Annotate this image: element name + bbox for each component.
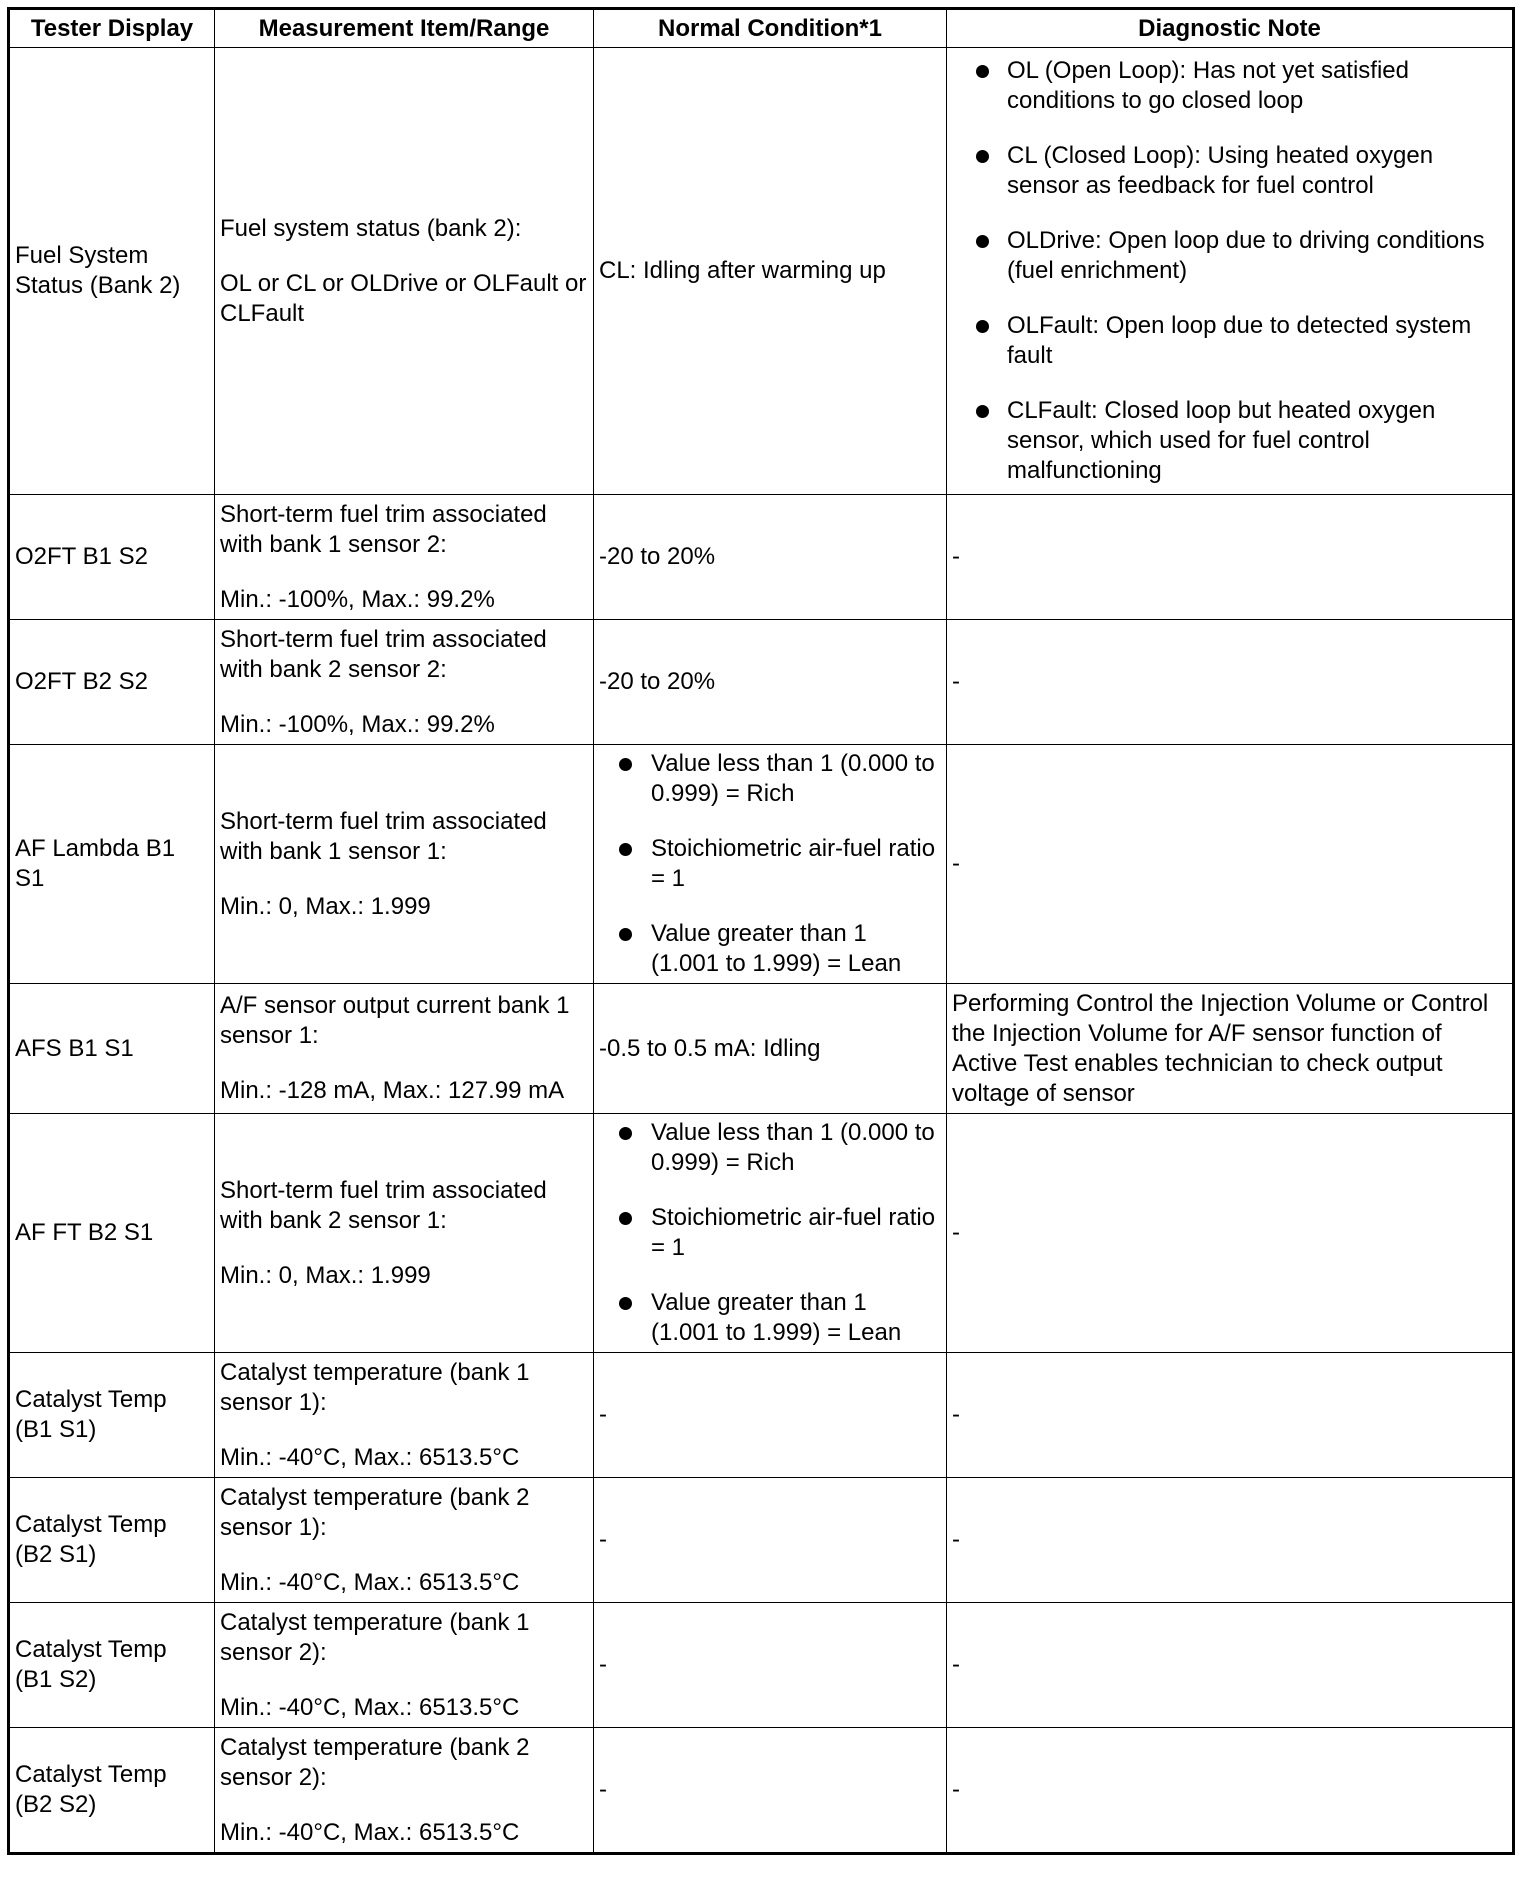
measurement-cell (215, 745, 594, 984)
list-item (599, 919, 941, 979)
header-diagnostic-note: Diagnostic Note (947, 9, 1514, 48)
header-measurement-item: Measurement Item/Range (215, 9, 594, 48)
table-row (9, 1728, 1514, 1854)
bullet-icon (976, 65, 989, 78)
diagnostic-note-cell: Performing Control the Injection Volume or Control the Injection Volume for A/F sensor function of Active Test enables technician to check output voltage of sensor (947, 984, 1514, 1114)
measurement-item: Catalyst temperature (bank 1 sensor 1): (220, 1358, 530, 1416)
bullet-text: Value less than 1 (0.000 to 0.999) = Rich (651, 750, 935, 807)
bullet-icon (619, 928, 632, 941)
table-row (9, 1353, 1514, 1478)
measurement-range: Min.: -40°C, Max.: 6513.5°C (220, 1568, 520, 1596)
tester-display-cell: Catalyst Temp (B2 S2) (9, 1728, 215, 1854)
diagnostic-note-cell: - (947, 1114, 1514, 1353)
measurement-range: Min.: -40°C, Max.: 6513.5°C (220, 1693, 520, 1721)
measurement-cell (215, 48, 594, 495)
bullet-icon (976, 150, 989, 163)
list-item (952, 396, 1507, 486)
tester-display-cell: Catalyst Temp (B1 S1) (9, 1353, 215, 1478)
bullet-text: OLFault: Open loop due to detected system fault (1007, 312, 1472, 369)
bullet-text: CL (Closed Loop): Using heated oxygen sensor as feedback for fuel control (1007, 142, 1434, 199)
tester-display-cell: Catalyst Temp (B2 S1) (9, 1478, 215, 1603)
measurement-item: Catalyst temperature (bank 1 sensor 2): (220, 1608, 530, 1666)
normal-condition-cell (594, 745, 947, 984)
list-item (952, 141, 1507, 201)
measurement-range: Min.: -128 mA, Max.: 127.99 mA (220, 1077, 565, 1104)
bullet-text: OLDrive: Open loop due to driving conditions (fuel enrichment) (1007, 227, 1485, 284)
list-item (599, 1118, 941, 1178)
bullet-icon (976, 405, 989, 418)
measurement-range: Min.: -100%, Max.: 99.2% (220, 710, 495, 738)
normal-condition-cell: - (594, 1353, 947, 1478)
list-item (599, 1288, 941, 1348)
tester-display-cell: Catalyst Temp (B1 S2) (9, 1603, 215, 1728)
header-row (9, 9, 1514, 48)
measurement-cell (215, 1353, 594, 1478)
condition-bullet-list (599, 749, 941, 979)
bullet-text: CLFault: Closed loop but heated oxygen sensor, which used for fuel control malfunctioning (1007, 397, 1436, 484)
tester-display-cell: O2FT B2 S2 (9, 620, 215, 745)
measurement-cell (215, 984, 594, 1114)
measurement-item: A/F sensor output current bank 1 sensor 1: (220, 992, 570, 1049)
bullet-text: Value greater than 1 (1.001 to 1.999) = Lean (651, 1289, 902, 1346)
table-row (9, 1114, 1514, 1353)
diagnostic-note-cell (947, 48, 1514, 495)
bullet-text: Stoichiometric air-fuel ratio = 1 (651, 835, 936, 892)
measurement-range: Min.: -40°C, Max.: 6513.5°C (220, 1818, 520, 1846)
bullet-icon (619, 1212, 632, 1225)
table-row (9, 1603, 1514, 1728)
diagnostic-note-cell: - (947, 1478, 1514, 1603)
list-item (599, 749, 941, 809)
measurement-item: Short-term fuel trim associated with bank 1 sensor 2: (220, 500, 547, 558)
measurement-item: Catalyst temperature (bank 2 sensor 2): (220, 1733, 530, 1791)
normal-condition-cell: -20 to 20% (594, 495, 947, 620)
tester-display-cell: AFS B1 S1 (9, 984, 215, 1114)
measurement-range: Min.: -100%, Max.: 99.2% (220, 585, 495, 613)
tester-display-cell: O2FT B1 S2 (9, 495, 215, 620)
normal-condition-cell (594, 1114, 947, 1353)
diagnostic-note-cell: - (947, 495, 1514, 620)
bullet-text: Stoichiometric air-fuel ratio = 1 (651, 1204, 936, 1261)
table-row (9, 1478, 1514, 1603)
measurement-cell (215, 1114, 594, 1353)
diagnostic-note-cell: - (947, 620, 1514, 745)
bullet-icon (619, 758, 632, 771)
measurement-range: Min.: 0, Max.: 1.999 (220, 892, 431, 920)
table-row (9, 620, 1514, 745)
measurement-item: Short-term fuel trim associated with bank 2 sensor 2: (220, 625, 547, 683)
tester-display-cell: AF FT B2 S1 (9, 1114, 215, 1353)
table-row (9, 495, 1514, 620)
note-bullet-list (952, 56, 1507, 486)
bullet-icon (619, 1297, 632, 1310)
condition-bullet-list (599, 1118, 941, 1348)
measurement-item: Fuel system status (bank 2): (220, 214, 522, 242)
measurement-cell (215, 1728, 594, 1854)
measurement-item: Catalyst temperature (bank 2 sensor 1): (220, 1483, 530, 1541)
bullet-icon (619, 843, 632, 856)
data-list-table (7, 7, 1515, 1855)
normal-condition-cell: - (594, 1478, 947, 1603)
measurement-range: Min.: -40°C, Max.: 6513.5°C (220, 1443, 520, 1471)
list-item (952, 56, 1507, 116)
bullet-icon (976, 235, 989, 248)
diagnostic-note-cell: - (947, 1353, 1514, 1478)
measurement-item: Short-term fuel trim associated with bank 1 sensor 1: (220, 807, 547, 865)
bullet-text: Value greater than 1 (1.001 to 1.999) = Lean (651, 920, 902, 977)
list-item (952, 226, 1507, 286)
measurement-cell (215, 1478, 594, 1603)
diagnostic-note-cell: - (947, 1603, 1514, 1728)
normal-condition-cell: CL: Idling after warming up (594, 48, 947, 495)
list-item (952, 311, 1507, 371)
measurement-range: Min.: 0, Max.: 1.999 (220, 1261, 431, 1289)
bullet-icon (976, 320, 989, 333)
tester-display-cell: AF Lambda B1 S1 (9, 745, 215, 984)
bullet-text: OL (Open Loop): Has not yet satisfied conditions to go closed loop (1007, 57, 1409, 114)
header-tester-display: Tester Display (9, 9, 215, 48)
normal-condition-cell: -20 to 20% (594, 620, 947, 745)
normal-condition-cell: -0.5 to 0.5 mA: Idling (594, 984, 947, 1114)
table-row (9, 745, 1514, 984)
measurement-cell (215, 1603, 594, 1728)
tester-display-cell: Fuel System Status (Bank 2) (9, 48, 215, 495)
measurement-cell (215, 620, 594, 745)
measurement-cell (215, 495, 594, 620)
measurement-item: Short-term fuel trim associated with bank 2 sensor 1: (220, 1176, 547, 1234)
bullet-icon (619, 1127, 632, 1140)
normal-condition-cell: - (594, 1728, 947, 1854)
list-item (599, 834, 941, 894)
diagnostic-note-cell: - (947, 745, 1514, 984)
table-row (9, 48, 1514, 495)
header-normal-condition: Normal Condition*1 (594, 9, 947, 48)
bullet-text: Value less than 1 (0.000 to 0.999) = Rich (651, 1119, 935, 1176)
normal-condition-cell: - (594, 1603, 947, 1728)
list-item (599, 1203, 941, 1263)
diagnostic-note-cell: - (947, 1728, 1514, 1854)
table-row (9, 984, 1514, 1114)
measurement-range: OL or CL or OLDrive or OLFault or CLFault (220, 269, 587, 327)
